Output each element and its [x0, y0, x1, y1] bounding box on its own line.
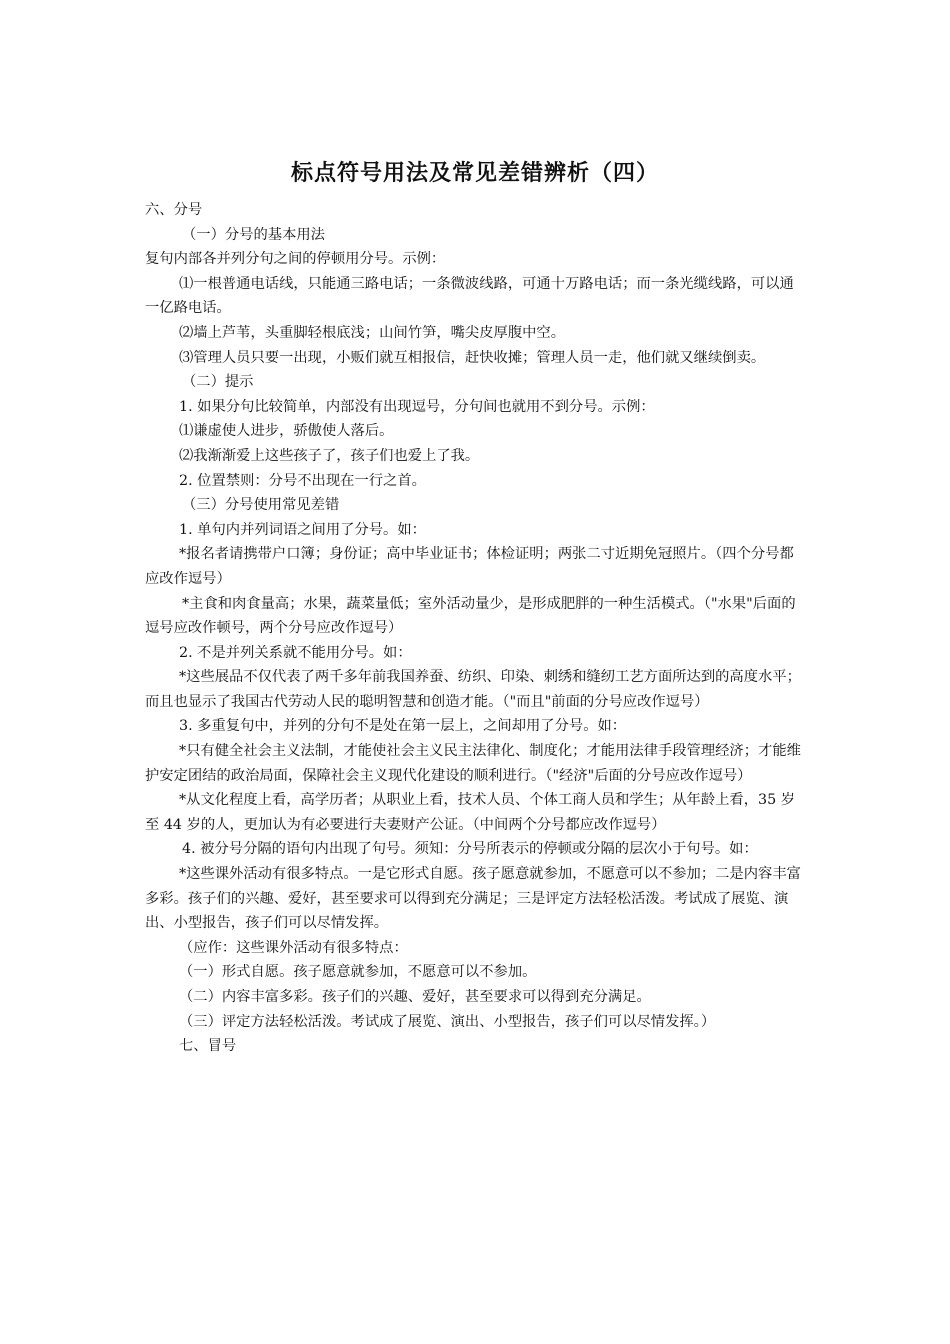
example-paragraph: *这些课外活动有很多特点。一是它形式自愿。孩子愿意就参加，不愿意可以不参加；二是内容丰富多彩。孩子们的兴趣、爱好，甚至要求可以得到充分满足；三是评定方法轻松活泼。考试成了展览、演出、小型报告，孩子们可以尽情发挥。 [145, 866, 801, 932]
section-heading-colon: 七、冒号 [179, 1038, 237, 1055]
paragraph: 复句内部各并列分句之间的停顿用分号。示例： [145, 251, 446, 268]
subsection-heading: （一）分号的基本用法 [182, 226, 325, 243]
example-paragraph: *只有健全社会主义法制，才能使社会主义民主法律化、制度化；才能用法律手段管理经济；才能维护安定团结的政治局面，保障社会主义现代化建设的顺利进行。（"经济"后面的分号应改作逗号） [145, 743, 801, 784]
paragraph: 2. 不是并列关系就不能用分号。如： [179, 644, 412, 661]
example-paragraph: ⑴一根普通电话线，只能通三路电话；一条微波线路，可通十万路电话；而一条光缆线路，可以通一亿路电话。 [145, 275, 794, 317]
example-paragraph: ⑴谦虚使人进步，骄傲使人落后。 [179, 423, 394, 440]
example-paragraph: ⑵墙上芦苇，头重脚轻根底浅；山间竹笋，嘴尖皮厚腹中空。 [179, 324, 566, 341]
document-body [145, 198, 805, 1059]
document-title: 标点符号用法及常见差错辨析（四） [290, 161, 659, 186]
example-paragraph: *报名者请携带户口簿；身份证；高中毕业证书；体检证明；两张二寸近期免冠照片。（四个分号都应改作逗号） [145, 546, 794, 587]
section-heading-semicolon: 六、分号 [145, 202, 203, 218]
subsection-heading: （二）提示 [182, 374, 254, 391]
example-paragraph: ⑶管理人员只要一出现，小贩们就互相报信，赶快收摊；管理人员一走，他们就又继续倒卖。 [179, 349, 766, 366]
paragraph: （二）内容丰富多彩。孩子们的兴趣、爱好，甚至要求可以得到充分满足。 [179, 989, 651, 1005]
example-paragraph: *这些展品不仅代表了两千多年前我国养蚕、纺织、印染、刺绣和缝纫工艺方面所达到的高度水平；而且也显示了我国古代劳动人民的聪明智慧和创造才能。（"而且"前面的分号应改作逗号） [145, 669, 801, 710]
paragraph: 3. 多重复句中，并列的分句不是处在第一层上，之间却用了分号。如： [179, 718, 627, 735]
paragraph: （三）评定方法轻松活泼。考试成了展览、演出、小型报告，孩子们可以尽情发挥。） [179, 1013, 716, 1030]
paragraph: 4. 被分号分隔的语句内出现了句号。须知：分号所表示的停顿或分隔的层次小于句号。如： [182, 841, 758, 858]
paragraph: 1. 如果分句比较简单，内部没有出现逗号，分句间也就用不到分号。示例： [179, 398, 655, 415]
paragraph: 1. 单句内并列词语之间用了分号。如： [179, 521, 426, 538]
subsection-heading: （三）分号使用常见差错 [182, 497, 340, 514]
paragraph: 2. 位置禁则：分号不出现在一行之首。 [179, 472, 426, 489]
paragraph: （应作：这些课外活动有很多特点： [179, 939, 408, 956]
example-paragraph: ⑵我渐渐爱上这些孩子了，孩子们也爱上了我。 [179, 447, 480, 464]
paragraph: （一）形式自愿。孩子愿意就参加，不愿意可以不参加。 [179, 964, 537, 981]
example-paragraph: *主食和肉食量高；水果，蔬菜量低；室外活动量少，是形成肥胖的一种生活模式。（"水果"后面的逗号应改作顿号，两个分号应改作逗号） [145, 595, 796, 637]
example-paragraph: *从文化程度上看，高学历者；从职业上看，技术人员、个体工商人员和学生；从年龄上看，35 岁至 44 岁的人，更加认为有必要进行夫妻财产公证。（中间两个分号都应改作逗号） [145, 792, 796, 833]
